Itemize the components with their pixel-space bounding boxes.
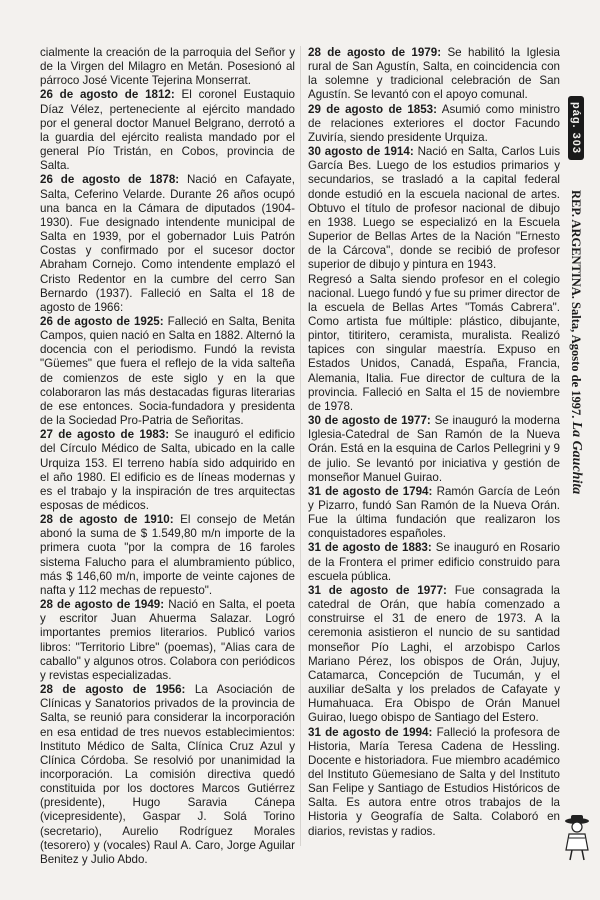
page-number: pág. 303	[568, 96, 584, 160]
entry-1812-08-26	[40, 88, 295, 173]
right-column	[308, 46, 560, 839]
entry-date: 26 de agosto de 1925:	[40, 314, 164, 328]
left-column	[40, 46, 295, 867]
entry-1956-08-28	[40, 683, 295, 867]
entry-continuation: cialmente la creación de la parroquia del Señor y de la Virgen del Milagro en Metán. Posesionó al párroco José Vicente Tejerina Monserrat.	[40, 46, 295, 88]
entry-date: 30 de agosto de 1977:	[308, 414, 431, 428]
entry-text: El coronel Eustaquio Díaz Vélez, perteneciente al ejército mandado por el general doctor Manuel Belgrano, derrotó a la guardia del ejército realista mandado por el general Pío Tristán, en Cobos, provincia de Salta.	[40, 88, 296, 173]
entry-date: 31 de agosto de 1977:	[308, 583, 447, 597]
entry-text: Se inauguró el edificio del Círculo Médico de Salta, ubicado en la calle Urquiza 153. El terreno había sido adquirido en el año 1980. El edificio es de líneas modernas y es el trabajo y la inspiración de tres arquitectas esposas de médicos.	[40, 428, 295, 512]
entry-1914-08-30	[308, 145, 560, 272]
entry-text: Nació en Salta, el poeta y escritor Juan Ahuerma Salazar. Logró importantes premios literarios. Publicó varios libros: "Territorio Libre" (poemas), "Alias cara de caballo" y algunos otros. Colabora con periódicos y revistas especializadas.	[40, 598, 295, 682]
entry-1794-08-31	[308, 485, 560, 542]
entry-text: Ramón García de León y Pizarro, fundó San Ramón de la Nueva Orán. Fue la última fundación que realizaron los conquistadores españoles.	[308, 484, 560, 541]
entry-1925-08-26	[40, 315, 295, 428]
entry-1883-08-31	[308, 541, 560, 583]
entry-date: 29 de agosto de 1853:	[308, 102, 437, 116]
entry-1977-08-30	[308, 414, 560, 485]
entry-text: La Asociación de Clínicas y Sanatorios privados de la provincia de Salta, se reunió para considerar la incorporación en esa entidad de tres nuevos establecimientos: Instituto Médico de Salta, Clínica Cruz Azul y Clínica Córdoba. Se resolvió por unanimidad la incorporación. La comisión directiva quedó constituida por los doctores Marcos Gutiérrez (presidente), Hugo Saravia Cánepa (vicepresidente), Gaspar J. Solá Torino (secretario), Aurelio Rodríguez Morales (tesorero) y (vocales) Raul A. Caro, Jorge Aguilar Benitez y Julio Abdo.	[40, 683, 295, 866]
entry-date: 31 de agosto de 1994:	[308, 725, 433, 739]
running-head-text: REP. ARGENTINA. Salta, Agosto de 1997.	[569, 190, 583, 419]
entry-date: 28 de agosto de 1979:	[308, 46, 442, 59]
entry-text: Falleció en Salta, Benita Campos, quien nació en Salta en 1882. Alternó la docencia con el periodismo. Fundó la revista "Güemes" que fuera el reflejo de la vida salteña de comienzos de este siglo y en la que colaboraron las más destacadas figuras literarias de ese entonces. Socia-fundadora y presidenta de la Sociedad Pro-Patria de Señoritas.	[40, 314, 296, 428]
gaucho-mascot-icon	[560, 812, 594, 862]
entry-text: Asumió como ministro de relaciones exteriores el doctor Facundo Zuviría, siendo presidente Urquiza.	[308, 102, 560, 144]
entry-1994-08-31	[308, 726, 560, 839]
entry-date: 31 de agosto de 1883:	[308, 541, 432, 555]
entry-text: Se inauguró la moderna Iglesia-Catedral de San Ramón de la Nueva Orán. Está en la esquina de Carlos Pellegrini y 9 de julio. Se levantó por iniciativa y gestión de monseñor Manuel Guirao.	[308, 414, 561, 484]
entry-text: Nació en Salta, Carlos Luis García Bes. Luego de los estudios primarios y secundarios, se trasladó a la capital federal donde estudió en la escuela nacional de artes. Obtuvo el título de profesor nacional de dibujo en 1938. Luego se especializó en la Escuela Superior de Bellas Artes de la Nación "Ernesto de la Cárcova", donde se recibió de profesor superior de dibujo y pintura en 1943.	[308, 145, 560, 272]
entry-1977-08-31	[308, 584, 560, 726]
entry-1853-08-29	[308, 103, 560, 145]
entry-text: Fue consagrada la catedral de Orán, que había comenzado a construirse el 31 de enero de 1973. A la ceremonia asistieron el nuncio de su santidad monseñor Pío Laghi, el arzobispo Carlos Mariano Pérez, los obispos de Orán, Jujuy, Catamarca, Concepción de Tucumán, y el auxiliar deSalta y los prelados de Cafayate y Humahuaca. Era Obispo de Orán Manuel Guirao, luego obispo de Santiago del Estero.	[308, 583, 560, 725]
entry-1949-08-28	[40, 598, 295, 683]
running-head	[568, 190, 584, 494]
entry-1878-08-26	[40, 173, 295, 315]
entry-text: El consejo de Metán abonó la suma de $ 1.549,80 m/n importe de la primera cuota "por la compra de 16 faroles sistema Falucho para el alumbramiento público, más $ 146,60 m/n, importe de veinte cajones de nafta y 112 mechas de repuesto".	[40, 513, 295, 597]
entry-text: Nació en Cafayate, Salta, Ceferino Velarde. Durante 26 años ocupó una banca en la Cámara de diputados (1904-1930). Fue designado intendente municipal de Salta en 1939, por el gobernador Luis Patrón Costas y confirmado por el sucesor doctor Abraham Cornejo. Como intendente emplazó el Cristo Redentor en la cumbre del cerro San Bernardo (1937). Falleció en Salta el 18 de agosto de 1966:	[40, 173, 295, 314]
entry-1914-continuation	[308, 273, 560, 415]
entry-1910-08-28	[40, 513, 295, 598]
entry-text: Se inauguró en Rosario de la Frontera el primer edificio construido para escuela pública.	[308, 541, 560, 583]
column-divider	[300, 46, 301, 846]
entry-date: 31 de agosto de 1794:	[308, 484, 433, 498]
entry-date: 27 de agosto de 1983:	[40, 428, 170, 442]
page-sidebar	[562, 40, 598, 900]
entry-1983-08-27	[40, 428, 295, 513]
entry-date: 26 de agosto de 1878:	[40, 173, 180, 187]
entry-1979-08-28	[308, 46, 560, 103]
entry-text: Falleció la profesora de Historia, María Teresa Cadena de Hessling. Docente e historiadora. Fue miembro académico del Instituto Güemesiano de Salta y del Instituto San Felipe y Santiago de Estudios Históricos de Salta. Es autora entre otros trabajos de la Historia y Geografía de Salta. Colaboró en diarios, revistas y radios.	[308, 725, 560, 838]
entry-text: Regresó a Salta siendo profesor en el colegio nacional. Luego fundó y fue su primer director de la escuela de Bellas Artes "Tomás Cabrera". Como artista fue múltiple: plástico, dibujante, pintor, titiritero, ceramista, muralista. Realizó tapices con singular maestría. Expuso en Estados Unidos, Canadá, España, Francia, Alemania, Italia. Fue director de cultura de la provincia. Falleció en Salta el 15 de noviembre de 1978.	[308, 272, 560, 413]
publication-brand: La Gauchita	[569, 421, 584, 495]
entry-date: 30 agosto de 1914:	[308, 145, 414, 159]
entry-date: 26 de agosto de 1812:	[40, 88, 175, 102]
entry-date: 28 de agosto de 1949:	[40, 598, 165, 612]
entry-date: 28 de agosto de 1910:	[40, 513, 174, 527]
entry-date: 28 de agosto de 1956:	[40, 683, 186, 697]
entry-text: Se habilitó la Iglesia rural de San Agustín, Salta, en coincidencia con la solemne y tradicional celebración de San Agustín. Se levantó con el apoyo comunal.	[308, 46, 561, 102]
